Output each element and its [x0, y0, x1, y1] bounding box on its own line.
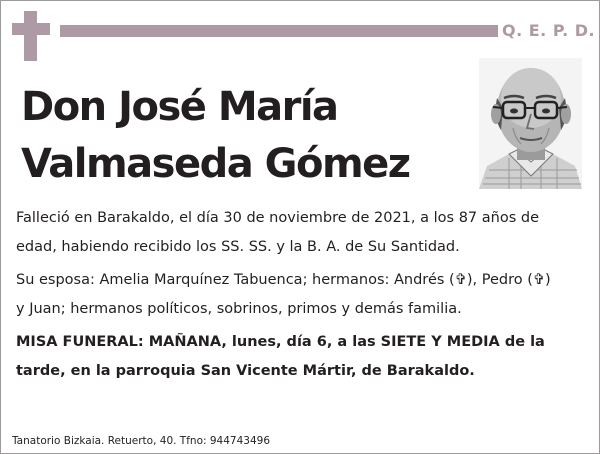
deceased-name-line1: Don José María [21, 84, 338, 130]
death-notice-paragraph: Falleció en Barakaldo, el día 30 de noviembre de 2021, a los 87 años de edad, habiendo recibido los SS. SS. y la B. A. de Su Santidad. [16, 210, 539, 255]
deceased-name-line2: Valmaseda Gómez [21, 141, 410, 187]
portrait-illustration [479, 58, 582, 189]
deceased-name [21, 79, 471, 193]
cross-icon-bar [12, 23, 50, 35]
obituary-body [16, 204, 556, 390]
funeral-home-footer: Tanatorio Bizkaia. Retuerto, 40. Tfno: 944743496 [12, 435, 270, 447]
qepd-label: Q. E. P. D. [502, 21, 596, 40]
portrait-photo [479, 58, 582, 189]
funeral-mass-paragraph: MISA FUNERAL: MAÑANA, lunes, día 6, a las SIETE Y MEDIA de la tarde, en la parroquia San Vicente Mártir, de Barakaldo. [16, 334, 545, 379]
header-divider [60, 25, 498, 37]
family-paragraph: Su esposa: Amelia Marquínez Tabuenca; hermanos: Andrés (✞), Pedro (✞) y Juan; hermanos políticos, sobrinos, primos y demás familia. [16, 272, 551, 317]
cross-icon [24, 11, 37, 61]
